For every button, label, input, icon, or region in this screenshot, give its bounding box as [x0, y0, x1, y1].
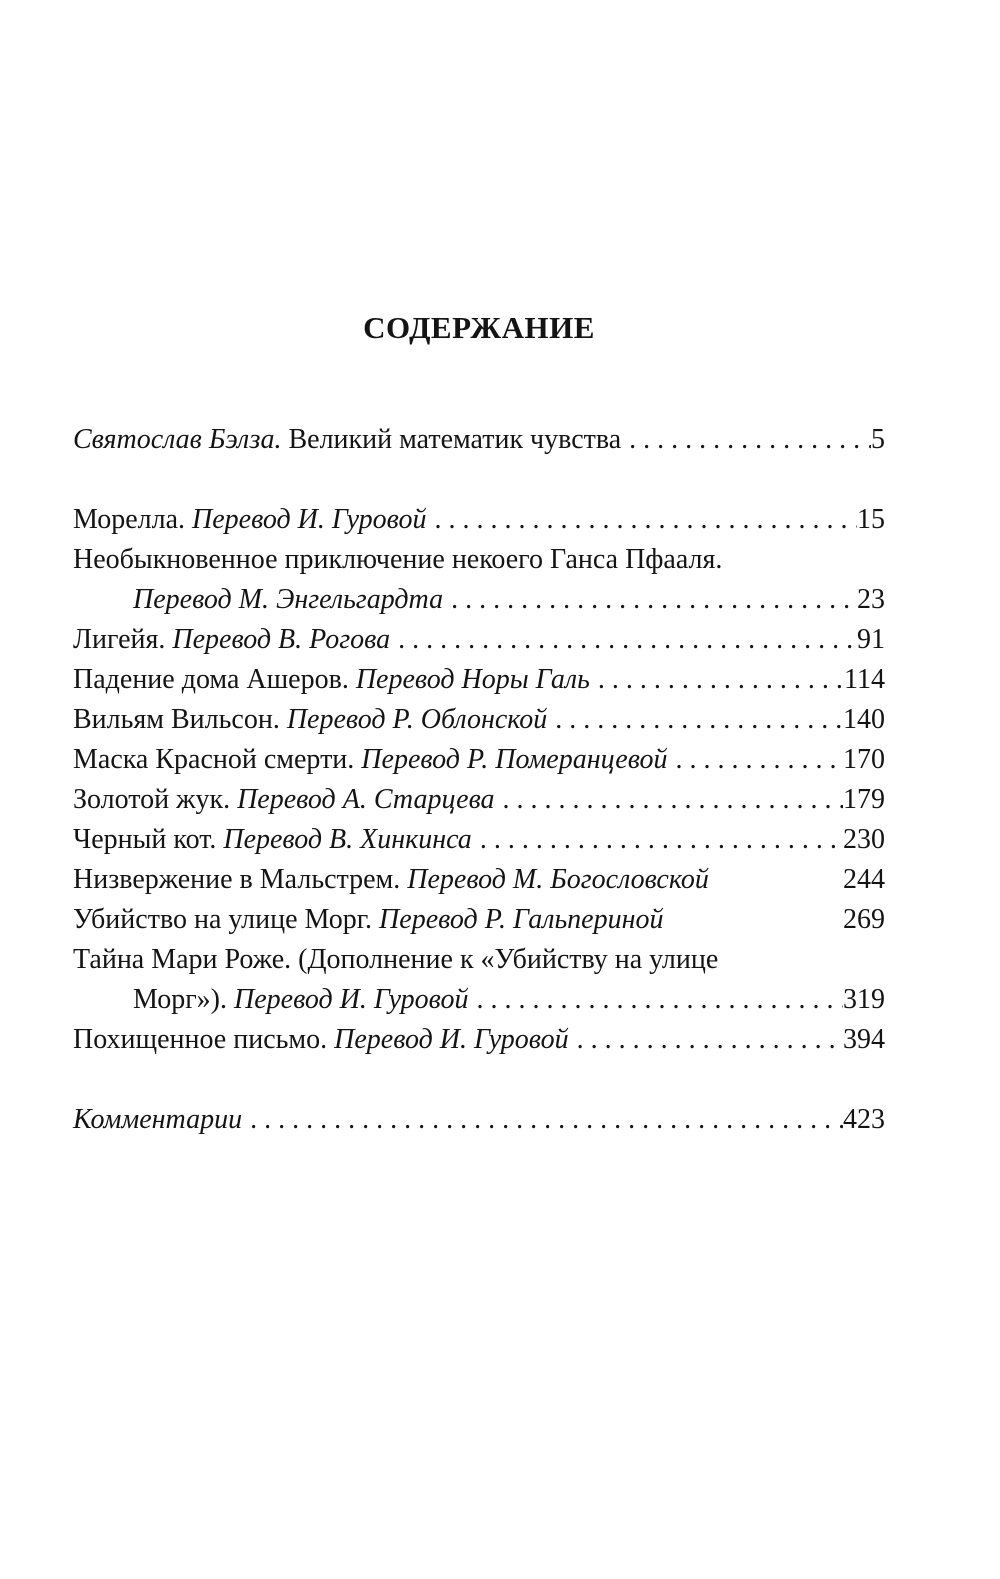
entry-translator: Перевод Норы Галь: [355, 664, 590, 695]
toc-entry[interactable]: [73, 700, 885, 740]
dot-leader: [569, 1020, 843, 1060]
entry-translator: Перевод Р. Гальпериной: [379, 904, 664, 935]
page-number: 23: [857, 584, 885, 615]
page-number: 91: [857, 624, 885, 655]
entry-translator: Перевод И. Гуровой: [334, 1024, 569, 1055]
toc-entry[interactable]: [73, 620, 885, 660]
page-number: 140: [843, 704, 885, 735]
entry-translator: Перевод В. Рогова: [172, 624, 391, 655]
dot-leader: [390, 620, 857, 660]
dot-leader: [590, 660, 844, 700]
entry-title: Черный кот.: [73, 824, 224, 855]
page-number: 179: [843, 784, 885, 815]
dot-leader: [472, 820, 843, 860]
page-title: СОДЕРЖАНИЕ: [363, 310, 595, 345]
dot-leader: [443, 580, 857, 620]
entry-translator: Перевод Р. Померанцевой: [361, 744, 668, 775]
toc-entry[interactable]: [73, 540, 885, 620]
page-number: 5: [871, 424, 885, 455]
toc-entry[interactable]: [73, 780, 885, 820]
toc-entry[interactable]: [73, 820, 885, 860]
page-number: 15: [857, 504, 885, 535]
dot-leader: [547, 700, 843, 740]
page-number: 319: [843, 984, 885, 1015]
dot-leader: [621, 420, 871, 460]
entry-title: Вильям Вильсон.: [73, 704, 287, 735]
dot-leader: [426, 500, 857, 540]
entry-title: Морелла.: [73, 504, 192, 535]
toc-entry[interactable]: [73, 500, 885, 540]
toc-entry[interactable]: [73, 740, 885, 780]
entry-translator: Перевод В. Хинкинса: [223, 824, 472, 855]
entry-title: Похищенное письмо.: [73, 1024, 335, 1055]
entry-translator: Перевод И. Гуровой: [234, 984, 469, 1015]
toc-entry-intro[interactable]: [73, 420, 885, 460]
table-of-contents: [73, 420, 885, 1140]
page-number: 269: [843, 904, 885, 935]
toc-entry[interactable]: [73, 940, 885, 1020]
page-number: 394: [843, 1024, 885, 1055]
page-number: 244: [843, 864, 885, 895]
entry-author: Святослав Бэлза.: [73, 424, 282, 455]
entry-title: Лигейя.: [73, 624, 173, 655]
entry-title: Падение дома Ашеров.: [73, 664, 356, 695]
page-number: 170: [843, 744, 885, 775]
entry-title: Маска Красной смерти.: [73, 744, 362, 775]
toc-entry-commentary[interactable]: [73, 1100, 885, 1140]
entry-translator: Перевод А. Старцева: [237, 784, 495, 815]
entry-title-continued: Морг»).: [133, 984, 235, 1015]
toc-entry[interactable]: [73, 900, 885, 940]
entry-translator: Перевод М. Богословской: [407, 864, 709, 895]
entry-title: Убийство на улице Морг.: [73, 904, 380, 935]
entry-title: Низвержение в Мальстрем.: [73, 864, 408, 895]
page-number: 423: [843, 1104, 885, 1135]
entry-translator: Перевод И. Гуровой: [192, 504, 427, 535]
entry-title: Необыкновенное приключение некоего Ганса Пфааля.: [73, 544, 723, 575]
dot-leader: [468, 980, 843, 1020]
entry-title: Комментарии: [73, 1104, 243, 1135]
entry-translator: Перевод Р. Облонской: [286, 704, 548, 735]
page-number: 114: [844, 664, 885, 695]
toc-entry[interactable]: [73, 860, 885, 900]
entry-translator: Перевод М. Энгельгардта: [133, 584, 444, 615]
entry-title: Тайна Мари Роже. (Дополнение к «Убийству на улице: [73, 944, 719, 975]
dot-leader: [668, 740, 843, 780]
toc-entry[interactable]: [73, 660, 885, 700]
dot-leader: [495, 780, 843, 820]
page-number: 230: [843, 824, 885, 855]
entry-title: Золотой жук.: [73, 784, 238, 815]
dot-leader: [242, 1100, 843, 1140]
toc-entry[interactable]: [73, 1020, 885, 1060]
entry-title: Великий математик чувства: [281, 424, 622, 455]
